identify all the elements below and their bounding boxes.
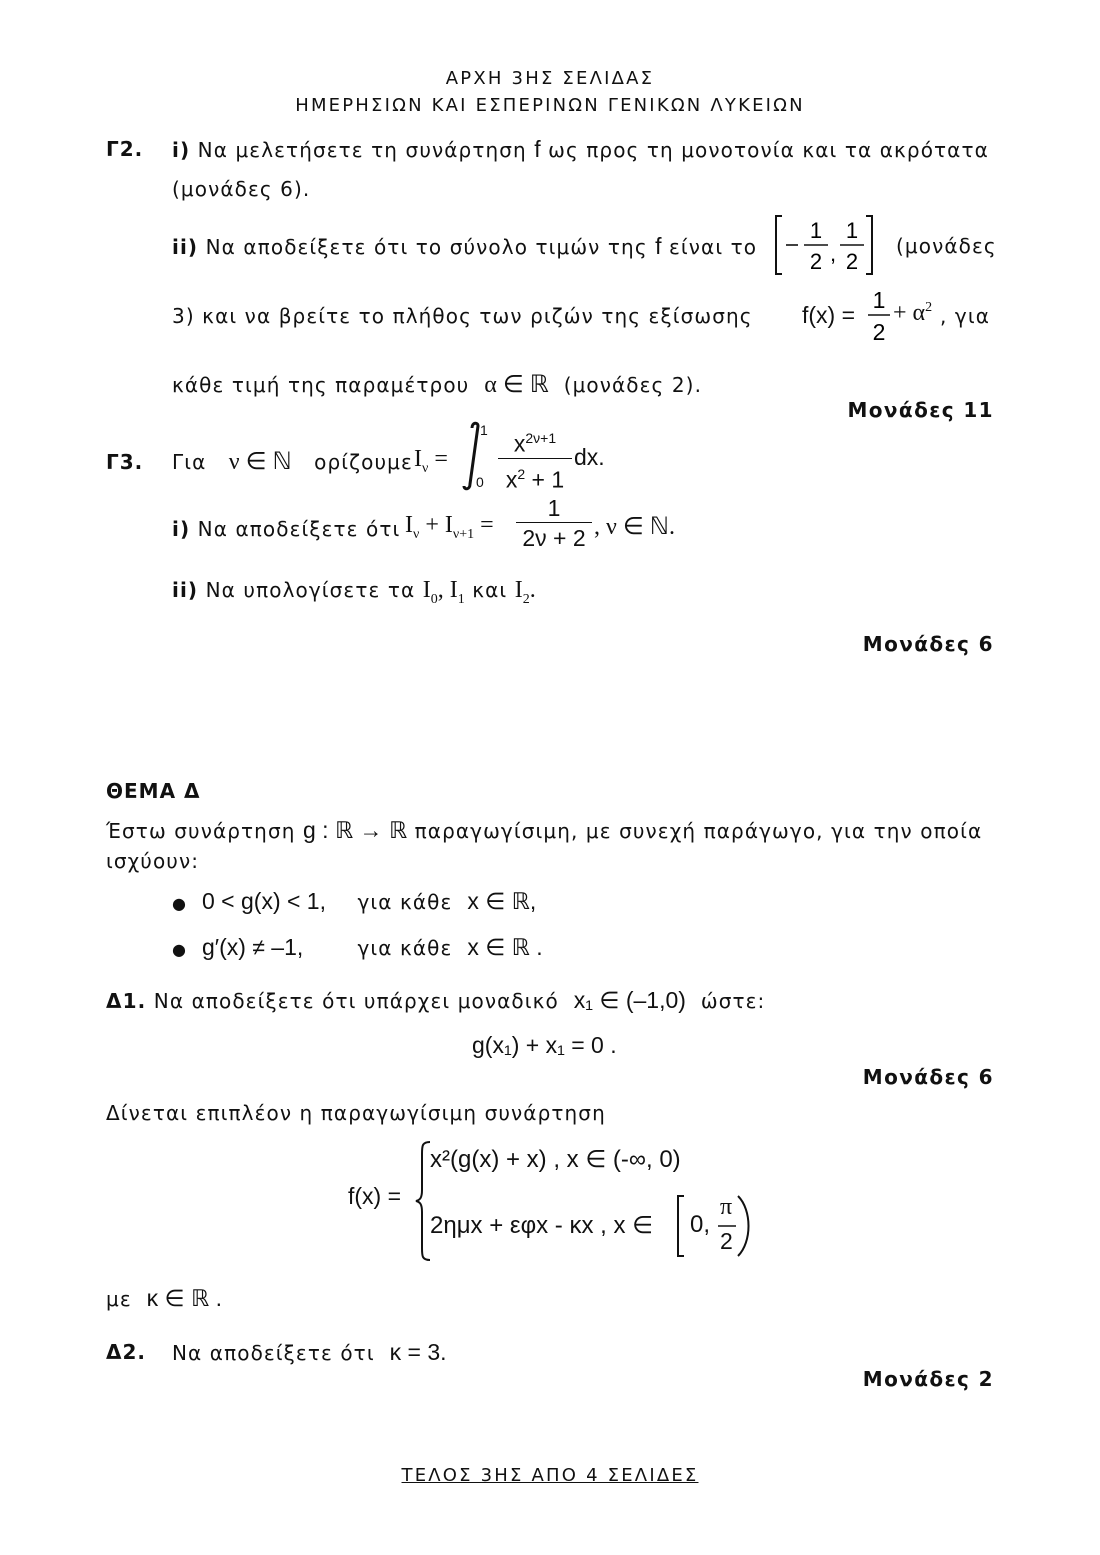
g3-i-frac-num: 1: [547, 495, 561, 521]
with-a: με: [106, 1287, 132, 1311]
g2-i-text-b: ως προς τη μονοτονία και τα ακρότατα: [548, 138, 989, 162]
g3-ii-i2: $I_2$.: [514, 577, 536, 607]
integral-upper: 1: [480, 422, 488, 438]
g2-ii-text-d: 3) και να βρείτε το πλήθος των ριζών της εξίσωσης: [172, 304, 753, 328]
section-title-thema-d: ΘΕΜΑ Δ: [106, 779, 201, 803]
g3-nu-in-n: ν ∈ ℕ: [228, 449, 292, 475]
g2-ii-text-c: (μονάδες: [896, 234, 997, 258]
page-footer: ΤΕΛΟΣ 3ΗΣ ΑΠΟ 4 ΣΕΛΙΔΕΣ: [401, 1465, 699, 1486]
d2-text: Να αποδείξετε ότι: [172, 1341, 375, 1365]
half-fraction: [866, 284, 896, 346]
bullet-1: [172, 887, 536, 918]
interval-comma: ,: [829, 241, 837, 266]
bullet-2-math: g′(x) ≠ –1,: [201, 934, 304, 960]
question-label-g3: Γ3.: [106, 450, 144, 474]
d1-text: Να αποδείξετε ότι υπάρχει μοναδικό: [153, 989, 559, 1013]
g2-ii-line-1: [172, 232, 757, 261]
g2-i-text-a: Να μελετήσετε τη συνάρτηση: [197, 138, 527, 162]
case-2-interval: [672, 1194, 762, 1258]
alpha-exp: 2: [925, 300, 933, 315]
g2-ii-text-f: κάθε τιμή της παραμέτρου: [172, 373, 470, 397]
marks-g2: Μονάδες 11: [847, 398, 994, 422]
g2-ii-line-3: [172, 371, 702, 399]
case-2-zero: 0,: [690, 1211, 711, 1238]
equation-f-eq-half-plus-alpha: [802, 284, 997, 346]
d1-equation: g(x₁) + x₁ = 0 .: [472, 1032, 617, 1058]
g3-ii-line: [172, 576, 536, 614]
d2-line: [172, 1338, 447, 1367]
g3-intro-b: ορίζουμε: [314, 450, 413, 474]
piecewise-lhs: f(x) =: [348, 1183, 402, 1209]
d2-label: Δ2.: [106, 1340, 146, 1364]
d1-label: Δ1.: [106, 989, 147, 1013]
eq-tail: , για: [940, 304, 991, 328]
thema-intro-c: ισχύουν:: [106, 849, 200, 873]
case-2-pi: π: [720, 1194, 733, 1220]
g3-ii-i0-i1: $I_0$, $I_1$: [422, 577, 465, 607]
integrand-den-exp: 2: [517, 465, 526, 482]
interval-num-2: 1: [845, 218, 859, 243]
integral-definition: [412, 420, 612, 492]
g2-i-f: f: [534, 136, 541, 162]
integral-I-sub: ν: [422, 460, 429, 476]
d1-line: [106, 986, 765, 1015]
g2-ii-tag: ii): [172, 235, 199, 259]
marks-g3: Μονάδες 6: [862, 632, 994, 656]
g2-ii-text-g: (μονάδες 2).: [563, 373, 703, 397]
g2-i-line: [172, 135, 989, 164]
bullet-1-text: για κάθε: [357, 890, 453, 914]
thema-intro-b: παραγωγίσιμη, με συνεχή παράγωγο, για την οποία: [414, 819, 983, 843]
integrand-fraction: [498, 424, 572, 494]
given-text: Δίνεται επιπλέον η παραγωγίσιμη συνάρτηση: [106, 1101, 606, 1125]
g2-i-tag: i): [172, 138, 191, 162]
marks-d2: Μονάδες 2: [862, 1367, 994, 1391]
bullet-2: [172, 933, 543, 964]
integrand-den-x: x: [505, 466, 518, 493]
g3-i-line: [172, 515, 400, 543]
eq-lhs: f(x) =: [802, 302, 856, 328]
g2-ii-text-b: είναι το: [669, 235, 758, 259]
d1-math: x₁ ∈ (–1,0): [573, 987, 686, 1013]
integrand-denominator: [498, 459, 572, 495]
integrand-num-exp: 2ν+1: [525, 430, 557, 446]
case-2-two: 2: [720, 1228, 733, 1254]
d2-math: κ = 3.: [389, 1339, 447, 1365]
page-header-line-1: ΑΡΧΗ 3ΗΣ ΣΕΛΙΔΑΣ: [445, 68, 655, 89]
page-header-line-2: ΗΜΕΡΗΣΙΩΝ ΚΑΙ ΕΣΠΕΡΙΝΩΝ ΓΕΝΙΚΩΝ ΛΥΚΕΙΩΝ: [295, 95, 805, 116]
integral-dx: dx.: [574, 444, 605, 470]
with-kappa-line: [106, 1284, 222, 1313]
g3-i-fraction: [516, 494, 592, 553]
integral-I: I: [414, 446, 422, 472]
g2-i-text-c: (μονάδες 6).: [172, 177, 311, 201]
interval-num-1: 1: [809, 218, 823, 243]
interval-den-2: 2: [845, 249, 859, 274]
g2-ii-f: f: [655, 233, 662, 259]
question-label-g2: Γ2.: [106, 137, 144, 161]
g3-i-tail: , ν ∈ ℕ.: [594, 514, 675, 540]
g2-ii-text-a: Να αποδείξετε ότι το σύνολο τιμών της: [205, 235, 648, 259]
half-num: 1: [872, 287, 886, 313]
alpha-in-r: α ∈ ℝ: [484, 372, 549, 398]
thema-intro-line-1: [106, 816, 982, 845]
marks-d1: Μονάδες 6: [862, 1065, 994, 1089]
integral-lhs: $I_\nu$ =: [414, 446, 448, 476]
integrand-den-rest: + 1: [525, 466, 565, 493]
g-map: g : ℝ → ℝ: [302, 817, 408, 843]
range-interval: [772, 214, 876, 276]
d1-tail: ώστε:: [700, 989, 766, 1013]
integral-lower: 0: [476, 474, 484, 490]
piecewise-case-1: x²(g(x) + x) , x ∈ (-∞, 0): [430, 1146, 681, 1173]
interval-den-1: 2: [809, 249, 823, 274]
half-den: 2: [872, 319, 886, 345]
g3-i-text: Να αποδείξετε ότι: [197, 517, 401, 541]
g3-ii-kai: και: [472, 578, 508, 602]
bullet-1-tail: x ∈ ℝ,: [467, 888, 537, 914]
thema-intro-a: Έστω συνάρτηση: [106, 819, 296, 843]
bullet-dot-icon: ●: [172, 894, 188, 913]
piecewise-case-2: 2ημx + εφx - κx , x ∈: [430, 1212, 654, 1239]
g3-i-tag: i): [172, 517, 191, 541]
g3-ii-text: Να υπολογίσετε τα: [205, 578, 416, 602]
eq-plus-alpha: [893, 300, 932, 327]
interval-brackets-icon: [772, 214, 876, 276]
bullet-2-tail: x ∈ ℝ .: [467, 934, 543, 960]
bullet-2-text: για κάθε: [357, 936, 453, 960]
g3-intro-a: Για: [172, 450, 207, 474]
g3-i-frac-den: 2ν + 2: [522, 525, 586, 551]
g3-i-lhs: $I_\nu + I_{\nu+1}$ =: [405, 512, 494, 542]
with-b: κ ∈ ℝ .: [146, 1285, 222, 1311]
integrand-numerator: [498, 424, 572, 458]
integrand-num-x: x: [513, 430, 526, 457]
g3-intro: [172, 448, 413, 476]
bullet-dot-icon: ●: [172, 940, 188, 959]
eq-plus-alpha-text: + α: [893, 300, 926, 326]
g3-ii-tag: ii): [172, 578, 199, 602]
bullet-1-math: 0 < g(x) < 1,: [201, 888, 326, 914]
